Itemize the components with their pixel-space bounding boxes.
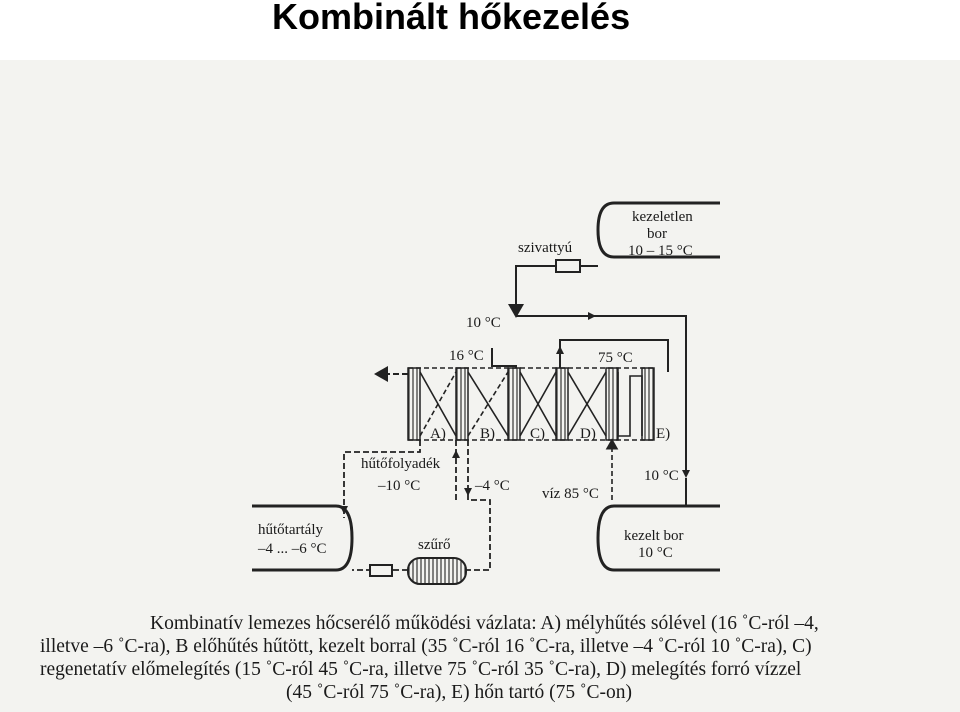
plate-pack-b <box>456 368 468 440</box>
plate-pack-e <box>606 368 618 440</box>
temp-75: 75 °C <box>598 350 633 366</box>
figure-caption <box>40 612 920 704</box>
cooling-tank-label: hűtőtartály <box>258 522 323 538</box>
temp-minus-4: –4 °C <box>475 478 510 494</box>
cooling-tank <box>252 506 352 570</box>
temp-10-top: 10 °C <box>466 315 501 331</box>
section-c-label: C) <box>530 426 545 442</box>
section-d-label: D) <box>580 426 596 442</box>
section-b-label: B) <box>480 426 495 442</box>
pump-label: szivattyú <box>518 240 573 256</box>
temp-10-right: 10 °C <box>644 468 679 484</box>
temp-minus-10: –10 °C <box>378 478 421 494</box>
section-a-label: A) <box>430 426 446 442</box>
filter-label: szűrő <box>418 537 451 553</box>
caption-line-2: illetve –6 ˚C-ra), B előhűtés hűtött, kezelt borral (35 ˚C-ról 16 ˚C-ra, illetve –4 ˚C-ról 10 ˚C-ra), C) <box>40 636 812 657</box>
filter-symbol <box>408 558 466 584</box>
caption-line-4: (45 ˚C-ról 75 ˚C-ra), E) hőn tartó (75 ˚C-on) <box>286 682 633 703</box>
treated-wine-label-1: kezelt bor <box>624 528 684 544</box>
hot-water-label: víz 85 °C <box>542 486 599 502</box>
pump-symbol <box>556 260 580 272</box>
untreated-wine-label-2: bor <box>647 226 667 242</box>
caption-line-3: regenetatív előmelegítés (15 ˚C-ról 45 ˚C-ra, illetve 75 ˚C-ról 35 ˚C-ra), D) melegítés forró vízzel <box>40 659 802 680</box>
coolant-label: hűtőfolyadék <box>361 456 441 472</box>
plate-pack-d <box>556 368 568 440</box>
section-e-label: E) <box>656 426 671 442</box>
untreated-wine-label-1: kezeletlen <box>632 209 693 225</box>
temp-16: 16 °C <box>449 348 484 364</box>
treated-wine-label-2: 10 °C <box>638 545 673 561</box>
page-title: Kombinált hőkezelés <box>272 0 631 37</box>
plate-pack-c <box>508 368 520 440</box>
plate-pack-f <box>642 368 654 440</box>
plate-pack-a <box>408 368 420 440</box>
untreated-wine-label-3: 10 – 15 °C <box>628 243 693 259</box>
caption-line-1: Kombinatív lemezes hőcserélő működési vázlata: A) mélyhűtés sólével (16 ˚C-ról –4, <box>150 613 819 634</box>
valve-symbol <box>370 565 392 576</box>
cooling-tank-temp: –4 ... –6 °C <box>258 541 327 557</box>
